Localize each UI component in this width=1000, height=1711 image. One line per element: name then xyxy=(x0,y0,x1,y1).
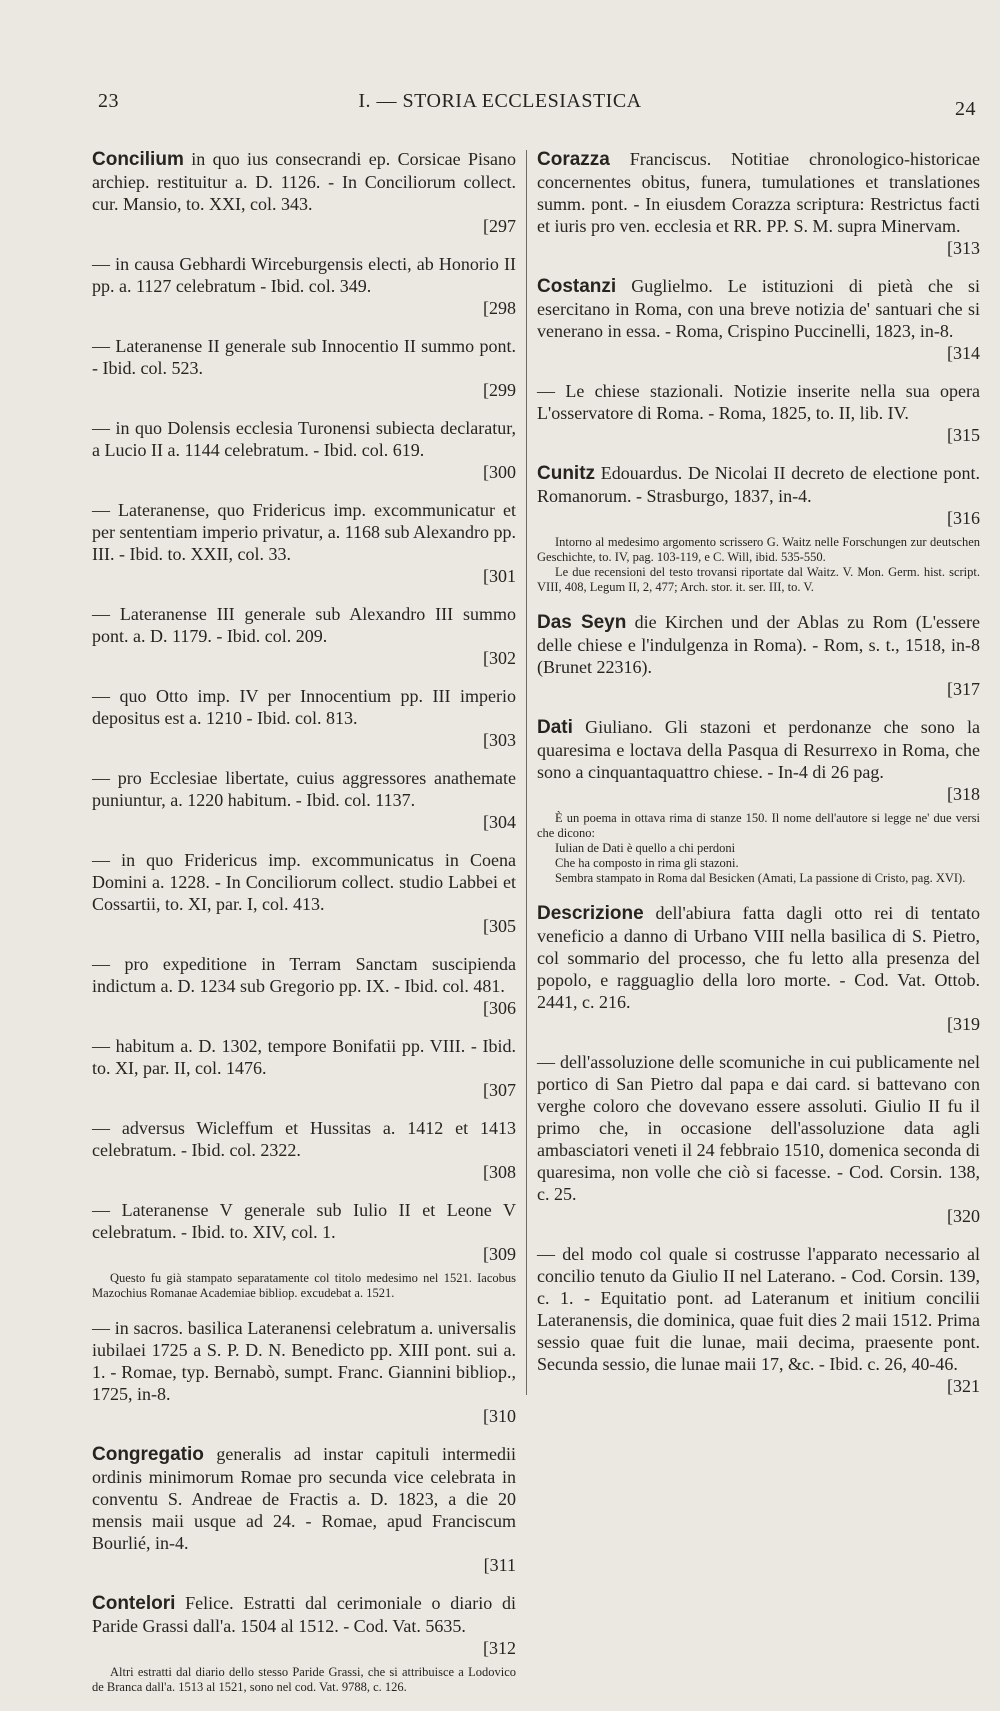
entry-number: [311 xyxy=(483,1555,516,1575)
bibliography-entry xyxy=(537,716,980,805)
entry-heading: Costanzi xyxy=(537,276,617,297)
footnote-line: Intorno al medesimo argomento scrissero G. Waitz nelle Forschungen zur deutschen Geschichte, to. IV, pag. 103-119, e C. Will, ibid. 535-550. xyxy=(537,535,980,564)
entry-text: — in causa Gebhardi Wirceburgensis electi, ab Honorio II pp. a. 1127 celebratum - Ibid. col. 349. xyxy=(92,254,516,296)
entry-heading: Concilium xyxy=(92,149,184,170)
footnote-line: Altri estratti dal diario dello stesso Paride Grassi, che si attribuisce a Lodovico de Branca dall'a. 1513 al 1521, sono nel cod. Vat. 9788, c. 126. xyxy=(92,1665,516,1694)
entry-number: [307 xyxy=(483,1080,516,1100)
bibliography-entry xyxy=(537,275,980,364)
bibliography-entry xyxy=(92,767,516,833)
bibliography-entry xyxy=(92,685,516,751)
entry-number: [303 xyxy=(483,730,516,750)
entry-number: [316 xyxy=(947,508,980,528)
entry-text: — in quo Dolensis ecclesia Turonensi subiecta declaratur, a Lucio II a. 1144 celebratum. - Ibid. col. 619. xyxy=(92,418,516,460)
bibliography-entry xyxy=(92,1117,516,1183)
entry-text: — in sacros. basilica Lateranensi celebratum a. universalis iubilaei 1725 a S. P. D. N. Benedicto pp. XIII pont. sui a. 1. - Romae, typ. Bernabò, sumpt. Franc. Giannini bibliop., 1725, in-8. xyxy=(92,1318,516,1404)
bibliography-entry xyxy=(92,499,516,587)
entry-text: — quo Otto imp. IV per Innocentium pp. III imperio depositus est a. 1210 - Ibid. col. 813. xyxy=(92,686,516,728)
entry-text: — habitum a. D. 1302, tempore Bonifatii pp. VIII. - Ibid. to. XI, par. II, col. 1476. xyxy=(92,1036,516,1078)
bibliography-entry xyxy=(92,849,516,937)
entry-heading: Contelori xyxy=(92,1593,176,1614)
entry-text: Franciscus. Notitiae chronologico-historicae concernentes obitus, funera, tumulationes et translationes summ. pont. - In eiusdem Corazza scriptura: Restrictus facti et iuris pro ven. ecclesia et RR. PP. S. M. supra Minervam. xyxy=(537,149,980,236)
bibliography-entry xyxy=(92,417,516,483)
entry-text: — dell'assoluzione delle scomuniche in cui publicamente nel portico di San Pietro dal papa e dai card. si battevano con verghe coloro che dovevano essere assoluti. Giulio II fu il primo che, in occasione dell'assoluzione data agli ambasciatori veneti il 24 febbraio 1510, domenica seconda di quaresima, non volle che ciò si facesse. - Cod. Corsin. 138, c. 25. xyxy=(537,1052,980,1204)
entry-text: — Lateranense, quo Fridericus imp. excommunicatur et per sententiam imperio privatur, a. 1168 sub Alexandro pp. III. - Ibid. to. XXII, col. 33. xyxy=(92,500,517,564)
entry-heading: Descrizione xyxy=(537,903,644,924)
entry-heading: Cunitz xyxy=(537,463,596,484)
entry-text: Giuliano. Gli stazoni et perdonanze che sono la quaresima e loctava della Pasqua di Resurrexo in Roma, che sono a cinquantaquattro chiese. - In-4 di 26 pag. xyxy=(537,717,980,782)
footnote-line: Iulian de Dati è quello a chi perdoni xyxy=(555,841,736,855)
bibliography-entry xyxy=(92,335,516,401)
entry-number: [319 xyxy=(947,1014,980,1034)
column-divider xyxy=(526,150,527,1395)
entry-text: — Le chiese stazionali. Notizie inserite nella sua opera L'osservatore di Roma. - Roma, 1825, to. II, lib. IV. xyxy=(537,381,980,423)
entry-number: [314 xyxy=(947,343,980,363)
right-column xyxy=(537,148,980,1413)
entry-text: — Lateranense V generale sub Iulio II et Leone V celebratum. - Ibid. to. XIV, col. 1. xyxy=(92,1200,516,1242)
entry-heading: Corazza xyxy=(537,149,610,170)
bibliography-entry xyxy=(92,1592,516,1659)
entry-number: [297 xyxy=(483,216,516,236)
bibliography-entry xyxy=(92,1199,516,1265)
entry-number: [299 xyxy=(483,380,516,400)
page-number-right: 24 xyxy=(955,98,976,120)
bibliography-entry xyxy=(537,462,980,529)
entry-text: Felice. Estratti dal cerimoniale o diario di Paride Grassi dall'a. 1504 al 1512. - Cod. Vat. 5635. xyxy=(92,1593,516,1636)
entry-text: generalis ad instar capituli intermedii ordinis minimorum Romae pro secunda vice celebrata in conventu S. Andreae de Fractis a. D. 1823, a die 20 mensis maii usque ad 24. - Romae, apud Franciscum Bourlié, in-4. xyxy=(92,1444,516,1553)
entry-text: — pro Ecclesiae libertate, cuius aggressores anathemate puniuntur, a. 1220 habitum. - Ibid. col. 1137. xyxy=(92,768,516,810)
page-number-left: 23 xyxy=(98,90,119,112)
entry-text: Guglielmo. Le istituzioni di pietà che si esercitano in Roma, con una breve notizia de' santuari che si venerano in essa. - Roma, Crispino Puccinelli, 1823, in-8. xyxy=(537,276,980,341)
entry-number: [308 xyxy=(483,1162,516,1182)
bibliography-entry xyxy=(92,253,516,319)
footnote xyxy=(537,811,980,886)
entry-text: die Kirchen und der Ablas zu Rom (L'essere delle chiese e l'indulgenza in Roma). - Rom, s. t., 1518, in-8 (Brunet 22316). xyxy=(537,612,980,677)
entry-number: [320 xyxy=(947,1206,980,1226)
footnote xyxy=(92,1271,516,1301)
entry-number: [302 xyxy=(483,648,516,668)
entry-number: [300 xyxy=(483,462,516,482)
bibliography-entry xyxy=(92,1443,516,1576)
footnote-line: Che ha composto in rima gli stazoni. xyxy=(555,856,739,870)
entry-text: dell'abiura fatta dagli otto rei di tentato veneficio a danno di Urbano VIII nella basilica di S. Pietro, col sommario del processo, che fu letto alla presenza del popolo, e ragguaglio della loro morte. - Cod. Vat. Ottob. 2441, c. 216. xyxy=(537,903,980,1012)
entry-number: [301 xyxy=(483,566,516,586)
entry-text: — Lateranense II generale sub Innocentio II summo pont. - Ibid. col. 523. xyxy=(92,336,516,378)
entry-number: [306 xyxy=(483,998,516,1018)
entry-text: — adversus Wicleffum et Hussitas a. 1412 et 1413 celebratum. - Ibid. col. 2322. xyxy=(92,1118,516,1160)
footnote xyxy=(537,535,980,595)
entry-number: [309 xyxy=(483,1244,516,1264)
entry-number: [304 xyxy=(483,812,516,832)
bibliography-entry xyxy=(92,953,516,1019)
bibliography-entry xyxy=(537,1051,980,1227)
entry-number: [315 xyxy=(947,425,980,445)
entry-heading: Dati xyxy=(537,717,573,738)
footnote-line: Questo fu già stampato separatamente col titolo medesimo nel 1521. Iacobus Mazochius Romanae Academiae bibliop. excudebat a. 1521. xyxy=(92,1271,516,1300)
bibliography-entry xyxy=(537,1243,980,1397)
entry-text: in quo ius consecrandi ep. Corsicae Pisano archiep. restituitur a. D. 1126. - In Conciliorum collect. cur. Mansio, to. XXI, col. 343. xyxy=(92,149,516,214)
bibliography-entry xyxy=(537,148,980,259)
entry-heading: Congregatio xyxy=(92,1444,204,1465)
bibliography-entry xyxy=(92,1317,516,1427)
entry-number: [318 xyxy=(947,784,980,804)
entry-text: — del modo col quale si costrusse l'apparato necessario al concilio tenuto da Giulio II nel Laterano. - Cod. Corsin. 139, c. 1. - Equitatio pont. ad Lateranum et initium concilii Lateranensis, die dominica, quae fuit dies 2 maii 1512. Prima sessio quae fuit die lunae, maii decima, praesente pont. Secunda sessio, die lunae maii 17, &c. - Ibid. c. 26, 40-46. xyxy=(537,1244,980,1374)
entry-text: Edouardus. De Nicolai II decreto de electione pont. Romanorum. - Strasburgo, 1837, in-4. xyxy=(537,463,980,506)
footnote xyxy=(92,1665,516,1695)
bibliography-entry xyxy=(92,603,516,669)
entry-number: [317 xyxy=(947,679,980,699)
entry-text: — in quo Fridericus imp. excommunicatus in Coena Domini a. 1228. - In Conciliorum collect. studio Labbei et Cossartii, to. XI, par. I, col. 413. xyxy=(92,850,516,914)
entry-number: [321 xyxy=(947,1376,980,1396)
left-column xyxy=(92,148,516,1711)
entry-text: — Lateranense III generale sub Alexandro III summo pont. a. D. 1179. - Ibid. col. 209. xyxy=(92,604,516,646)
footnote-line: Le due recensioni del testo trovansi riportate dal Waitz. V. Mon. Germ. hist. script. VIII, 408, Legum II, 2, 477; Arch. stor. it. ser. III, to. V. xyxy=(537,565,980,594)
entry-number: [313 xyxy=(947,238,980,258)
footnote-line: Sembra stampato in Roma dal Besicken (Amati, La passione di Cristo, pag. XVI). xyxy=(555,871,966,885)
bibliography-entry xyxy=(537,902,980,1035)
entry-number: [305 xyxy=(483,916,516,936)
bibliography-entry xyxy=(92,1035,516,1101)
running-title: I. — STORIA ECCLESIASTICA xyxy=(358,90,642,112)
entry-number: [298 xyxy=(483,298,516,318)
bibliography-entry xyxy=(537,380,980,446)
entry-text: — pro expeditione in Terram Sanctam suscipienda indictum a. D. 1234 sub Gregorio pp. IX. - Ibid. col. 481. xyxy=(92,954,516,996)
footnote-line: È un poema in ottava rima di stanze 150. Il nome dell'autore si legge ne' due versi che dicono: xyxy=(537,811,980,840)
entry-heading: Das Seyn xyxy=(537,612,627,633)
entry-number: [310 xyxy=(483,1406,516,1426)
bibliography-entry xyxy=(92,148,516,237)
entry-number: [312 xyxy=(483,1638,516,1658)
bibliography-entry xyxy=(537,611,980,700)
